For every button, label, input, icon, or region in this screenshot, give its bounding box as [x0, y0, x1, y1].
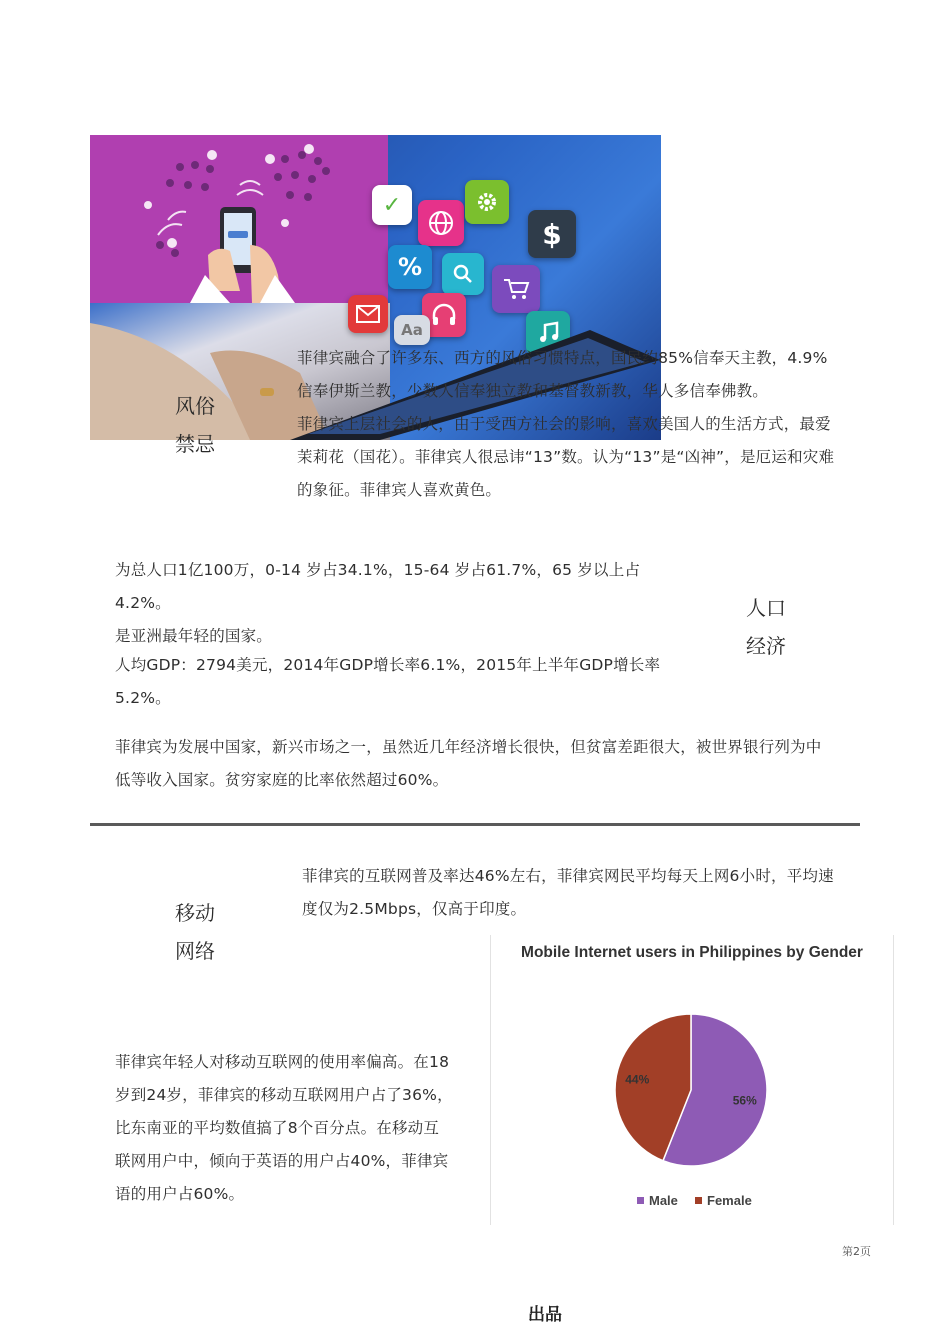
pie-data-label: 56%	[732, 1093, 757, 1108]
globe-icon	[418, 200, 464, 246]
dollar-icon: $	[528, 210, 576, 258]
heading-line: 风俗	[175, 394, 215, 418]
paragraph-line: 低等收入国家。贫穷家庭的比率依然超过60%。	[115, 771, 449, 789]
paragraph-line: 比东南亚的平均数值搞了8个百分点。在移动互	[115, 1119, 440, 1137]
paragraph-line: 为总人口1亿100万，0-14 岁占34.1%，15-64 岁占61.7%，65 岁以上占4.2%。	[115, 561, 641, 612]
gender-pie-chart	[490, 935, 894, 1225]
paragraph-line: 菲律宾的互联网普及率达46%左右，菲律宾网民平均每天上网6小时，平均速	[302, 867, 834, 885]
paragraph-line: 信奉伊斯兰教，少数人信奉独立教和基督教新教，华人多信奉佛教。	[297, 382, 769, 400]
chart-title: Mobile Internet users in Philippines by Gender	[521, 944, 863, 961]
gdp-paragraph	[115, 649, 675, 715]
heading-line: 网络	[175, 939, 215, 963]
people-network-illustration	[90, 135, 388, 303]
search-icon	[442, 253, 484, 295]
heading-line: 经济	[746, 634, 786, 658]
legend-label-female: Female	[707, 1193, 752, 1208]
pie-data-label: 44%	[625, 1072, 650, 1087]
mobile-heading	[175, 894, 215, 970]
paragraph-line: 语的用户占60%。	[115, 1185, 245, 1203]
heading-line: 移动	[175, 901, 215, 925]
paragraph-line: 菲律宾年轻人对移动互联网的使用率偏高。在18	[115, 1053, 450, 1071]
mobile-youth-paragraph	[115, 1046, 475, 1211]
mobile-intro-paragraph	[302, 860, 867, 926]
gear-icon	[465, 180, 509, 224]
paragraph-line: 岁到24岁，菲律宾的移动互联网用户占了36%，	[115, 1086, 453, 1104]
legend-label-male: Male	[649, 1193, 678, 1208]
pie-chart-svg	[491, 935, 893, 1225]
legend-swatch-male	[637, 1197, 644, 1204]
legend-swatch-female	[695, 1197, 702, 1204]
section-divider	[90, 823, 860, 826]
economy-paragraph	[115, 731, 875, 797]
paragraph-line: 菲律宾为发展中国家，新兴市场之一，虽然近几年经济增长很快，但贫富差距很大，被世界银行列为中	[115, 738, 822, 756]
population-heading	[746, 589, 786, 665]
customs-paragraph	[297, 342, 867, 507]
heading-line: 人口	[746, 596, 786, 620]
paragraph-line: 5.2%。	[115, 689, 171, 707]
footer-text: 出品	[528, 1305, 562, 1325]
customs-heading	[175, 387, 215, 463]
population-paragraph	[115, 554, 675, 653]
font-icon: Aa	[394, 315, 430, 345]
paragraph-line: 的象征。菲律宾人喜欢黄色。	[297, 481, 502, 499]
cart-icon	[492, 265, 540, 313]
paragraph-line: 联网用户中，倾向于英语的用户占40%，菲律宾	[115, 1152, 449, 1170]
paragraph-line: 菲律宾上层社会的人，由于受西方社会的影响，喜欢美国人的生活方式，最爱	[297, 415, 831, 433]
paragraph-line: 茉莉花（国花）。菲律宾人很忌讳“13”数。认为“13”是“凶神”，是厄运和灾难	[297, 448, 835, 466]
paragraph-line: 菲律宾融合了许多东、西方的风俗习惯特点，国民约85%信奉天主教，4.9%	[297, 349, 828, 367]
page-number: 第2页	[842, 1245, 871, 1258]
paragraph-line: 是亚洲最年轻的国家。	[115, 627, 273, 645]
check-icon: ✓	[372, 185, 412, 225]
percent-icon: %	[388, 245, 432, 289]
paragraph-line: 人均GDP：2794美元，2014年GDP增长率6.1%，2015年上半年GDP增长率	[115, 656, 661, 674]
heading-line: 禁忌	[175, 432, 215, 456]
paragraph-line: 度仅为2.5Mbps，仅高于印度。	[302, 900, 527, 918]
